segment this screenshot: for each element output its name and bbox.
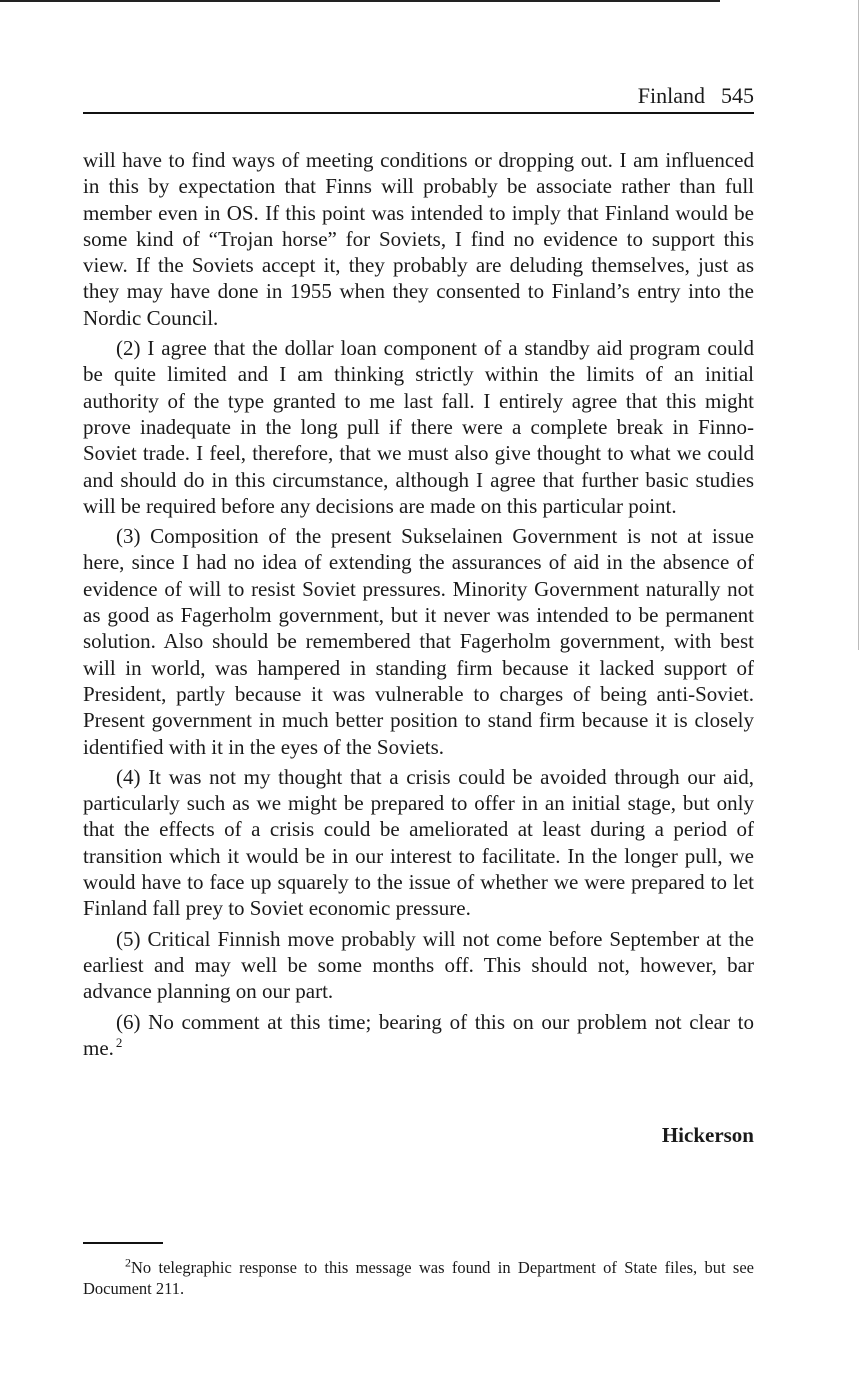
scan-top-rule <box>0 0 720 2</box>
paragraph-6-text: (6) No comment at this time; bearing of this on our problem not clear to me. <box>83 1009 754 1060</box>
footnote-marker: 2 <box>125 1255 131 1270</box>
header-rule <box>83 112 754 114</box>
footnote-rule <box>83 1242 163 1244</box>
scan-right-edge <box>858 0 859 650</box>
paragraph-5: (5) Critical Finnish move probably will not come before September at the earliest and may well be some months off. This should not, however, bar advance planning on our part. <box>83 926 754 1004</box>
running-header <box>83 82 754 110</box>
footnote-text: No telegraphic response to this message was found in Department of State files, but see Document 211. <box>83 1258 754 1298</box>
body-text <box>83 147 754 1065</box>
paragraph-continued: will have to find ways of meeting conditions or dropping out. I am influenced in this by expectation that Finns will probably be associate rather than full member even in OS. If this point was intended to imply that Finland would be some kind of “Trojan horse” for Soviets, I find no evidence to support this view. If the Soviets accept it, they probably are deluding themselves, just as they may have done in 1955 when they consented to Finland’s entry into the Nordic Council. <box>83 148 754 330</box>
paragraph-2: (2) I agree that the dollar loan component of a standby aid program could be quite limited and I am thinking strictly within the limits of an initial authority of the type granted to me last fall. I entirely agree that this might prove inadequate in the long pull if there were a complete break in Finno-Soviet trade. I feel, therefore, that we must also give thought to what we could and should do in this circumstance, although I agree that further basic studies will be required before any decisions are made on this particular point. <box>83 336 754 518</box>
paragraph-3: (3) Composition of the present Sukselainen Government is not at issue here, since I had no idea of extending the assurances of aid in the absence of evidence of will to resist Soviet pressures. Minority Government naturally not as good as Fagerholm government, but it never was intended to be permanent solution. Also should be remembered that Fagerholm government, with best will in world, was hampered in standing firm because it lacked support of President, partly because it was vulnerable to charges of being anti-Soviet. Present government in much better position to stand firm because it is closely identified with it in the eyes of the Soviets. <box>83 524 754 759</box>
signature: Hickerson <box>661 1123 754 1147</box>
paragraph-6 <box>83 1009 754 1062</box>
footnote-reference[interactable]: 2 <box>115 1034 123 1050</box>
footnote <box>83 1257 754 1299</box>
paragraph-4: (4) It was not my thought that a crisis could be avoided through our aid, particularly such as we might be prepared to offer in an initial stage, but only that the effects of a crisis could be ameliorated at least during a period of transition which it would be in our interest to facilitate. In the longer pull, we would have to face up squarely to the issue of whether we were prepared to let Finland fall prey to Soviet economic pressure. <box>83 764 754 921</box>
running-title: Finland <box>637 83 705 108</box>
page-number: 545 <box>721 83 754 108</box>
